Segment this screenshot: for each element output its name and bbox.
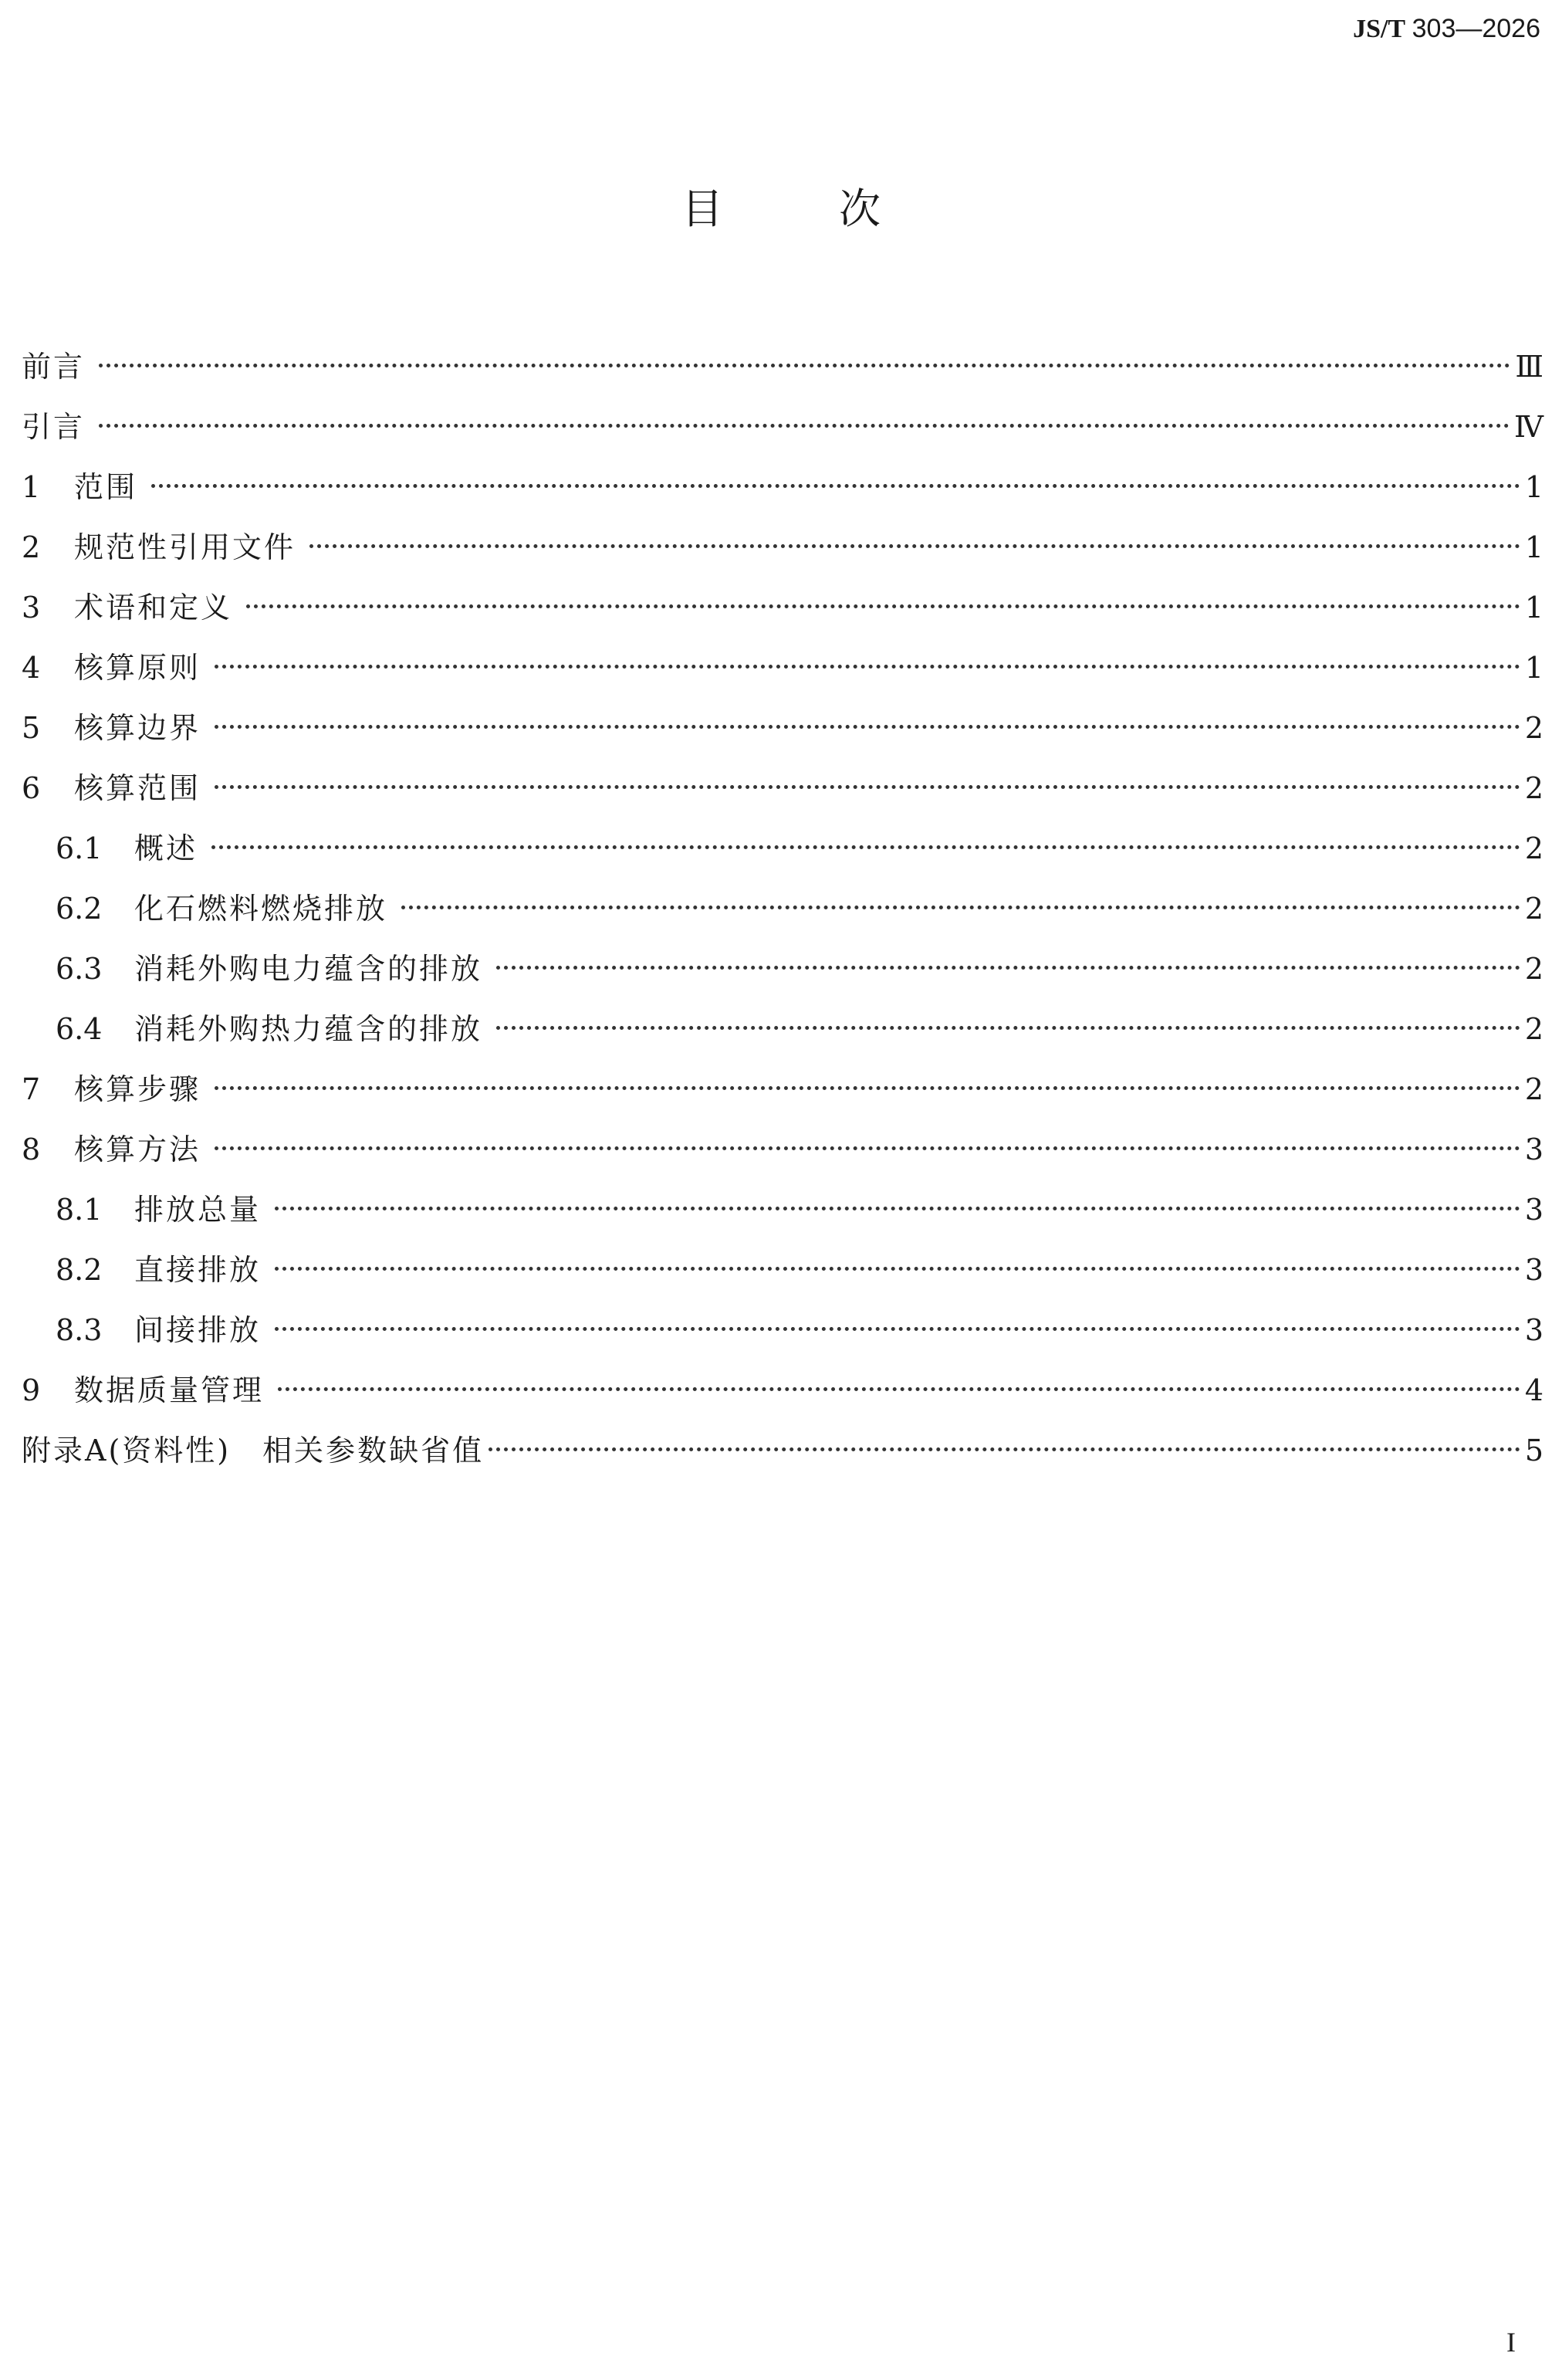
toc-entry-label: 核算步骤 (74, 1072, 201, 1106)
toc-entry-label: 排放总量 (134, 1193, 262, 1227)
toc-entry[interactable] (22, 947, 1543, 1007)
toc-entry-page: Ⅲ (1515, 350, 1543, 384)
toc-entry-number: 2 (22, 530, 41, 564)
toc-entry-number: 3 (22, 591, 41, 625)
toc-entry[interactable] (22, 1188, 1543, 1248)
toc-entry[interactable] (22, 1429, 1543, 1489)
toc-entry-label: 范围 (74, 470, 138, 504)
toc-entry-number: 4 (22, 651, 41, 685)
toc-entry-page: 2 (1524, 892, 1543, 926)
toc-entry[interactable] (22, 1007, 1543, 1068)
toc-entry-label: 消耗外购热力蕴含的排放 (134, 1012, 483, 1046)
toc-entry-label: 规范性引用文件 (74, 530, 296, 564)
toc-entry[interactable] (22, 526, 1543, 586)
toc-dot-leader (215, 1146, 1520, 1150)
standard-prefix: JS/T (1353, 15, 1406, 43)
toc-entry-label: 前言 (22, 350, 86, 384)
toc-dot-leader (275, 1327, 1520, 1331)
toc-entry-page: 2 (1524, 1012, 1543, 1046)
toc-entry[interactable] (22, 1369, 1543, 1429)
toc-entry[interactable] (22, 1068, 1543, 1128)
toc-entry-number: 8 (22, 1132, 41, 1166)
toc-dot-leader (211, 845, 1520, 849)
toc-entry-page: 1 (1524, 651, 1543, 685)
toc-entry-number: 8.1 (56, 1193, 103, 1227)
toc-dot-leader (215, 665, 1520, 669)
toc-entry-page: 5 (1524, 1434, 1543, 1468)
toc-entry-page: 2 (1524, 771, 1543, 805)
toc-entry-label: 概述 (134, 831, 198, 865)
toc-title: 目次 (681, 185, 996, 233)
toc-entry-number: 6.1 (56, 831, 103, 865)
standard-code (1353, 14, 1540, 44)
toc-entry-page: 2 (1524, 952, 1543, 986)
toc-entry[interactable] (22, 706, 1543, 767)
toc-entry-label: 术语和定义 (74, 591, 233, 625)
toc-dot-leader (489, 1447, 1520, 1451)
toc-entry-label: 核算范围 (74, 771, 201, 805)
toc-entry-label: 化石燃料燃烧排放 (134, 892, 388, 926)
toc-dot-leader (275, 1267, 1520, 1271)
toc-dot-leader (401, 906, 1520, 909)
toc-entry-page: 4 (1524, 1373, 1543, 1407)
toc-dot-leader (151, 484, 1520, 488)
toc-entry-number: 6.3 (56, 952, 103, 986)
toc-entry[interactable] (22, 1128, 1543, 1188)
toc-dot-leader (309, 544, 1520, 548)
toc-entry-number: 6.4 (56, 1012, 103, 1046)
toc-entry-page: 3 (1524, 1313, 1543, 1347)
toc-dot-leader (99, 364, 1510, 367)
toc-dot-leader (215, 785, 1520, 789)
toc-entry-label: 核算边界 (74, 711, 201, 745)
toc-entry[interactable] (22, 405, 1543, 466)
toc-entry-number: 8.3 (56, 1313, 103, 1347)
toc-entry[interactable] (22, 466, 1543, 526)
toc-entry-number: 1 (22, 470, 41, 504)
toc-entry-label: 引言 (22, 410, 86, 444)
toc-entry-number: 7 (22, 1072, 41, 1106)
table-of-contents (22, 345, 1543, 1489)
standard-number: 303—2026 (1412, 14, 1540, 43)
toc-entry-label: 直接排放 (134, 1253, 262, 1287)
toc-entry[interactable] (22, 887, 1543, 947)
toc-dot-leader (278, 1387, 1520, 1391)
toc-entry-label: 间接排放 (134, 1313, 262, 1347)
toc-entry-number: 9 (22, 1373, 41, 1407)
toc-dot-leader (215, 725, 1520, 729)
toc-entry-page: 1 (1524, 530, 1543, 564)
toc-entry-label: 消耗外购电力蕴含的排放 (134, 952, 483, 986)
toc-entry-number: 6 (22, 771, 41, 805)
toc-entry[interactable] (22, 345, 1543, 405)
toc-entry[interactable] (22, 827, 1543, 887)
toc-entry[interactable] (22, 646, 1543, 706)
toc-dot-leader (275, 1207, 1520, 1210)
toc-entry-label: 数据质量管理 (74, 1373, 265, 1407)
toc-entry-label: 附录A(资料性) 相关参数缺省值 (22, 1434, 485, 1468)
toc-entry[interactable] (22, 767, 1543, 827)
toc-dot-leader (215, 1086, 1520, 1090)
toc-entry[interactable] (22, 1308, 1543, 1369)
toc-entry-number: 6.2 (56, 892, 103, 926)
toc-entry-page: 3 (1524, 1253, 1543, 1287)
toc-entry-page: 2 (1524, 1072, 1543, 1106)
toc-entry[interactable] (22, 1248, 1543, 1308)
toc-entry-page: Ⅳ (1514, 410, 1543, 444)
toc-entry-page: 3 (1524, 1193, 1543, 1227)
toc-dot-leader (99, 424, 1510, 428)
page-number: I (1506, 2327, 1516, 2358)
toc-entry-number: 8.2 (56, 1253, 103, 1287)
toc-dot-leader (496, 966, 1520, 970)
toc-dot-leader (496, 1026, 1520, 1030)
toc-entry-page: 1 (1524, 470, 1543, 504)
toc-entry-label: 核算原则 (74, 651, 201, 685)
toc-entry[interactable] (22, 586, 1543, 646)
toc-entry-number: 5 (22, 711, 41, 745)
toc-entry-page: 2 (1524, 831, 1543, 865)
toc-entry-label: 核算方法 (74, 1132, 201, 1166)
toc-entry-page: 2 (1524, 711, 1543, 745)
toc-dot-leader (246, 604, 1520, 608)
toc-entry-page: 1 (1524, 591, 1543, 625)
toc-entry-page: 3 (1524, 1132, 1543, 1166)
